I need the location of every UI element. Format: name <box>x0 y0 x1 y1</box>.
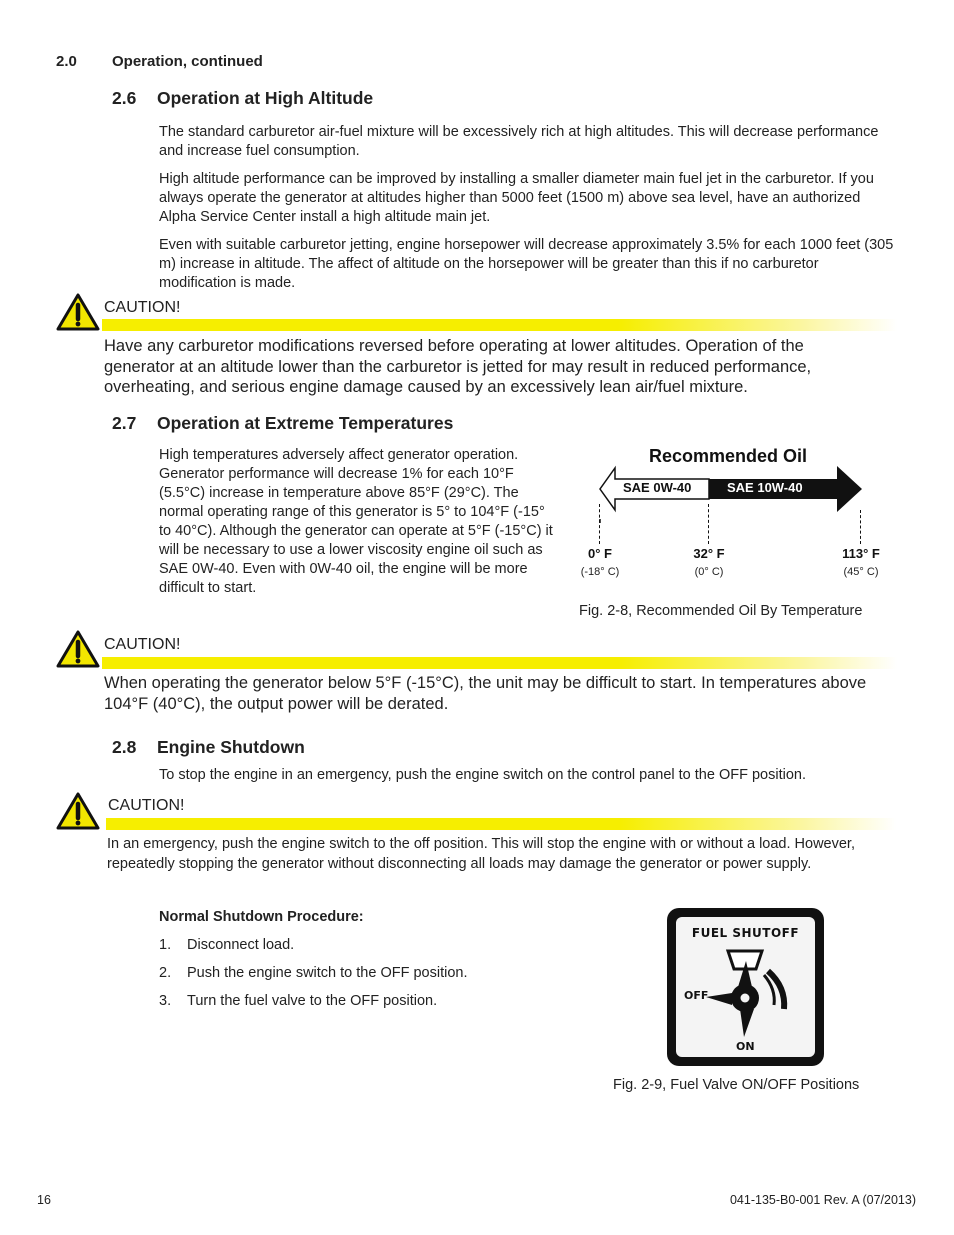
warning-triangle-icon <box>56 630 100 668</box>
off-label: OFF <box>684 989 709 1002</box>
section-number: 2.0 <box>56 53 77 70</box>
temp-c-label: (45° C) <box>843 566 879 578</box>
fuel-shutoff-panel <box>676 917 815 1057</box>
heading-number: 2.8 <box>112 737 137 757</box>
caution-bar <box>106 818 896 830</box>
tick-line <box>708 504 709 544</box>
page-number: 16 <box>37 1193 51 1207</box>
warning-triangle-icon <box>56 792 100 830</box>
heading-number: 2.7 <box>112 413 137 433</box>
caution-bar <box>102 657 897 669</box>
recommended-oil-figure <box>575 440 895 630</box>
paragraph: The standard carburetor air-fuel mixture will be excessively rich at high altitudes. This will decrease performance and increase fuel consumption. <box>159 124 879 159</box>
caution-label: CAUTION! <box>104 299 181 316</box>
procedure-title: Normal Shutdown Procedure: <box>159 909 364 925</box>
section-title: Operation, continued <box>112 53 263 70</box>
caution-bar <box>102 319 897 331</box>
list-item: 3. Turn the fuel valve to the OFF position. <box>159 993 438 1009</box>
tick-line <box>860 510 861 544</box>
oil-label-left: SAE 0W-40 <box>623 480 692 495</box>
fuel-shutoff-image <box>667 908 824 1066</box>
on-label: ON <box>736 1040 755 1053</box>
temp-f-label: 32° F <box>693 546 725 561</box>
section-2-8-body: To stop the engine in an emergency, push the engine switch on the control panel to the OFF position. <box>159 767 806 783</box>
caution-text: Have any carburetor modifications reversed before operating at lower altitudes. Operation of the generator at an altitude lower than the carburetor is jetted for may result in reduced performance, overheating, and serious engine damage caused by an excessively lean air/fuel mixture. <box>104 337 812 396</box>
tick-line <box>599 504 600 544</box>
heading-title: Operation at Extreme Temperatures <box>157 413 454 433</box>
caution-text: In an emergency, push the engine switch to the off position. This will stop the engine with or without a load. However, repeatedly stopping the generator without disconnecting all loads may damage the generator or power supply. <box>107 836 855 872</box>
figure-caption: Fig. 2-9, Fuel Valve ON/OFF Positions <box>613 1077 860 1093</box>
section-2-6-body <box>159 123 894 302</box>
temp-c-label: (0° C) <box>694 566 724 578</box>
section-2-7-body <box>159 446 554 607</box>
oil-label-right: SAE 10W-40 <box>727 480 803 495</box>
paragraph: High temperatures adversely affect generator operation. Generator performance will decrease 1% for each 10°F (5.5°C) increase in temperature above 85°F (29°C). The normal operating range of this generator is 5° to 104°F (-15° to 40°C). Although the generator can operate at 5°F (-15°C) it will be necessary to use a lower viscosity engine oil such as SAE 0W-40. Even with 0W-40 oil, the engine will be more difficult to start. <box>159 447 553 596</box>
list-item: 1. Disconnect load. <box>159 937 295 953</box>
heading-2-7 <box>112 413 453 434</box>
paragraph: High altitude performance can be improved by installing a smaller diameter main fuel jet in the carburetor. If you always operate the generator at altitudes higher than 5000 feet (1500 m) above sea level, have an authorized Alpha Service Center install a high altitude main jet. <box>159 171 874 225</box>
fuel-valve-lever-icon <box>676 917 815 1057</box>
heading-2-6 <box>112 88 373 109</box>
heading-title: Engine Shutdown <box>157 737 305 757</box>
heading-number: 2.6 <box>112 88 137 108</box>
section-header <box>56 53 263 70</box>
paragraph: Even with suitable carburetor jetting, engine horsepower will decrease approximately 3.5% for each 1000 feet (305 m) increase in altitude. The affect of altitude on the horsepower will be greater than this if no carburetor modification is made. <box>159 237 894 291</box>
figure-caption: Fig. 2-8, Recommended Oil By Temperature <box>579 603 863 619</box>
document-number: 041-135-B0-001 Rev. A (07/2013) <box>729 1193 916 1207</box>
caution-label: CAUTION! <box>104 636 181 653</box>
procedure-steps <box>159 937 467 1021</box>
warning-triangle-icon <box>56 293 100 331</box>
caution-label: CAUTION! <box>108 797 185 814</box>
temp-f-label: 0° F <box>588 546 612 561</box>
heading-title: Operation at High Altitude <box>157 88 374 108</box>
temp-c-label: (-18° C) <box>580 566 620 578</box>
list-item: 2. Push the engine switch to the OFF position. <box>159 965 468 981</box>
figure-title: Recommended Oil <box>649 446 808 466</box>
heading-2-8 <box>112 737 305 758</box>
temp-f-label: 113° F <box>842 546 880 561</box>
caution-text: When operating the generator below 5°F (-15°C), the unit may be difficult to start. In temperatures above 104°F (40°C), the output power will be derated. <box>104 674 867 713</box>
fuel-shutoff-label: FUEL SHUTOFF <box>691 926 800 940</box>
